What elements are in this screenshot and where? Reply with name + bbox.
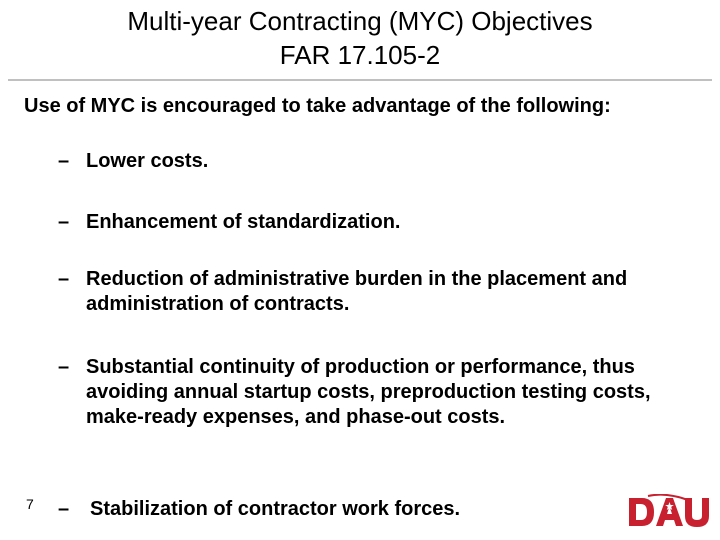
bullet-text: Enhancement of standardization.: [86, 211, 401, 233]
bullet-text: Stabilization of contractor work forces.: [90, 498, 461, 520]
bullet-dash: –: [58, 498, 70, 520]
dau-logo: [626, 494, 712, 528]
slide-title: [0, 4, 720, 72]
logo-letter-d: [629, 498, 654, 526]
bullet-item: [58, 210, 698, 235]
title-line-2: FAR 17.105-2: [279, 40, 441, 70]
logo-letter-u: [685, 498, 709, 527]
bullet-dash: –: [58, 211, 70, 233]
bullet-item: [58, 497, 698, 522]
bullet-dash: –: [58, 268, 70, 290]
bullet-item: [58, 355, 698, 430]
intro-text: Use of MYC is encouraged to take advantage of the following:: [24, 95, 611, 117]
slide-number: 7: [26, 496, 34, 512]
bullet-text: Reduction of administrative burden in the placement and administration of contracts.: [86, 268, 628, 315]
bullet-dash: –: [58, 356, 70, 378]
bullet-item: [58, 149, 698, 174]
bullet-text: Lower costs.: [86, 150, 209, 172]
bullet-dash: –: [58, 150, 70, 172]
bullet-item: [58, 267, 698, 317]
title-divider: [8, 79, 712, 81]
bullet-text: Substantial continuity of production or performance, thus avoiding annual startup costs, preproduction testing costs, make-ready expenses, and phase-out costs.: [86, 356, 651, 428]
title-line-1: Multi-year Contracting (MYC) Objectives: [127, 6, 593, 36]
